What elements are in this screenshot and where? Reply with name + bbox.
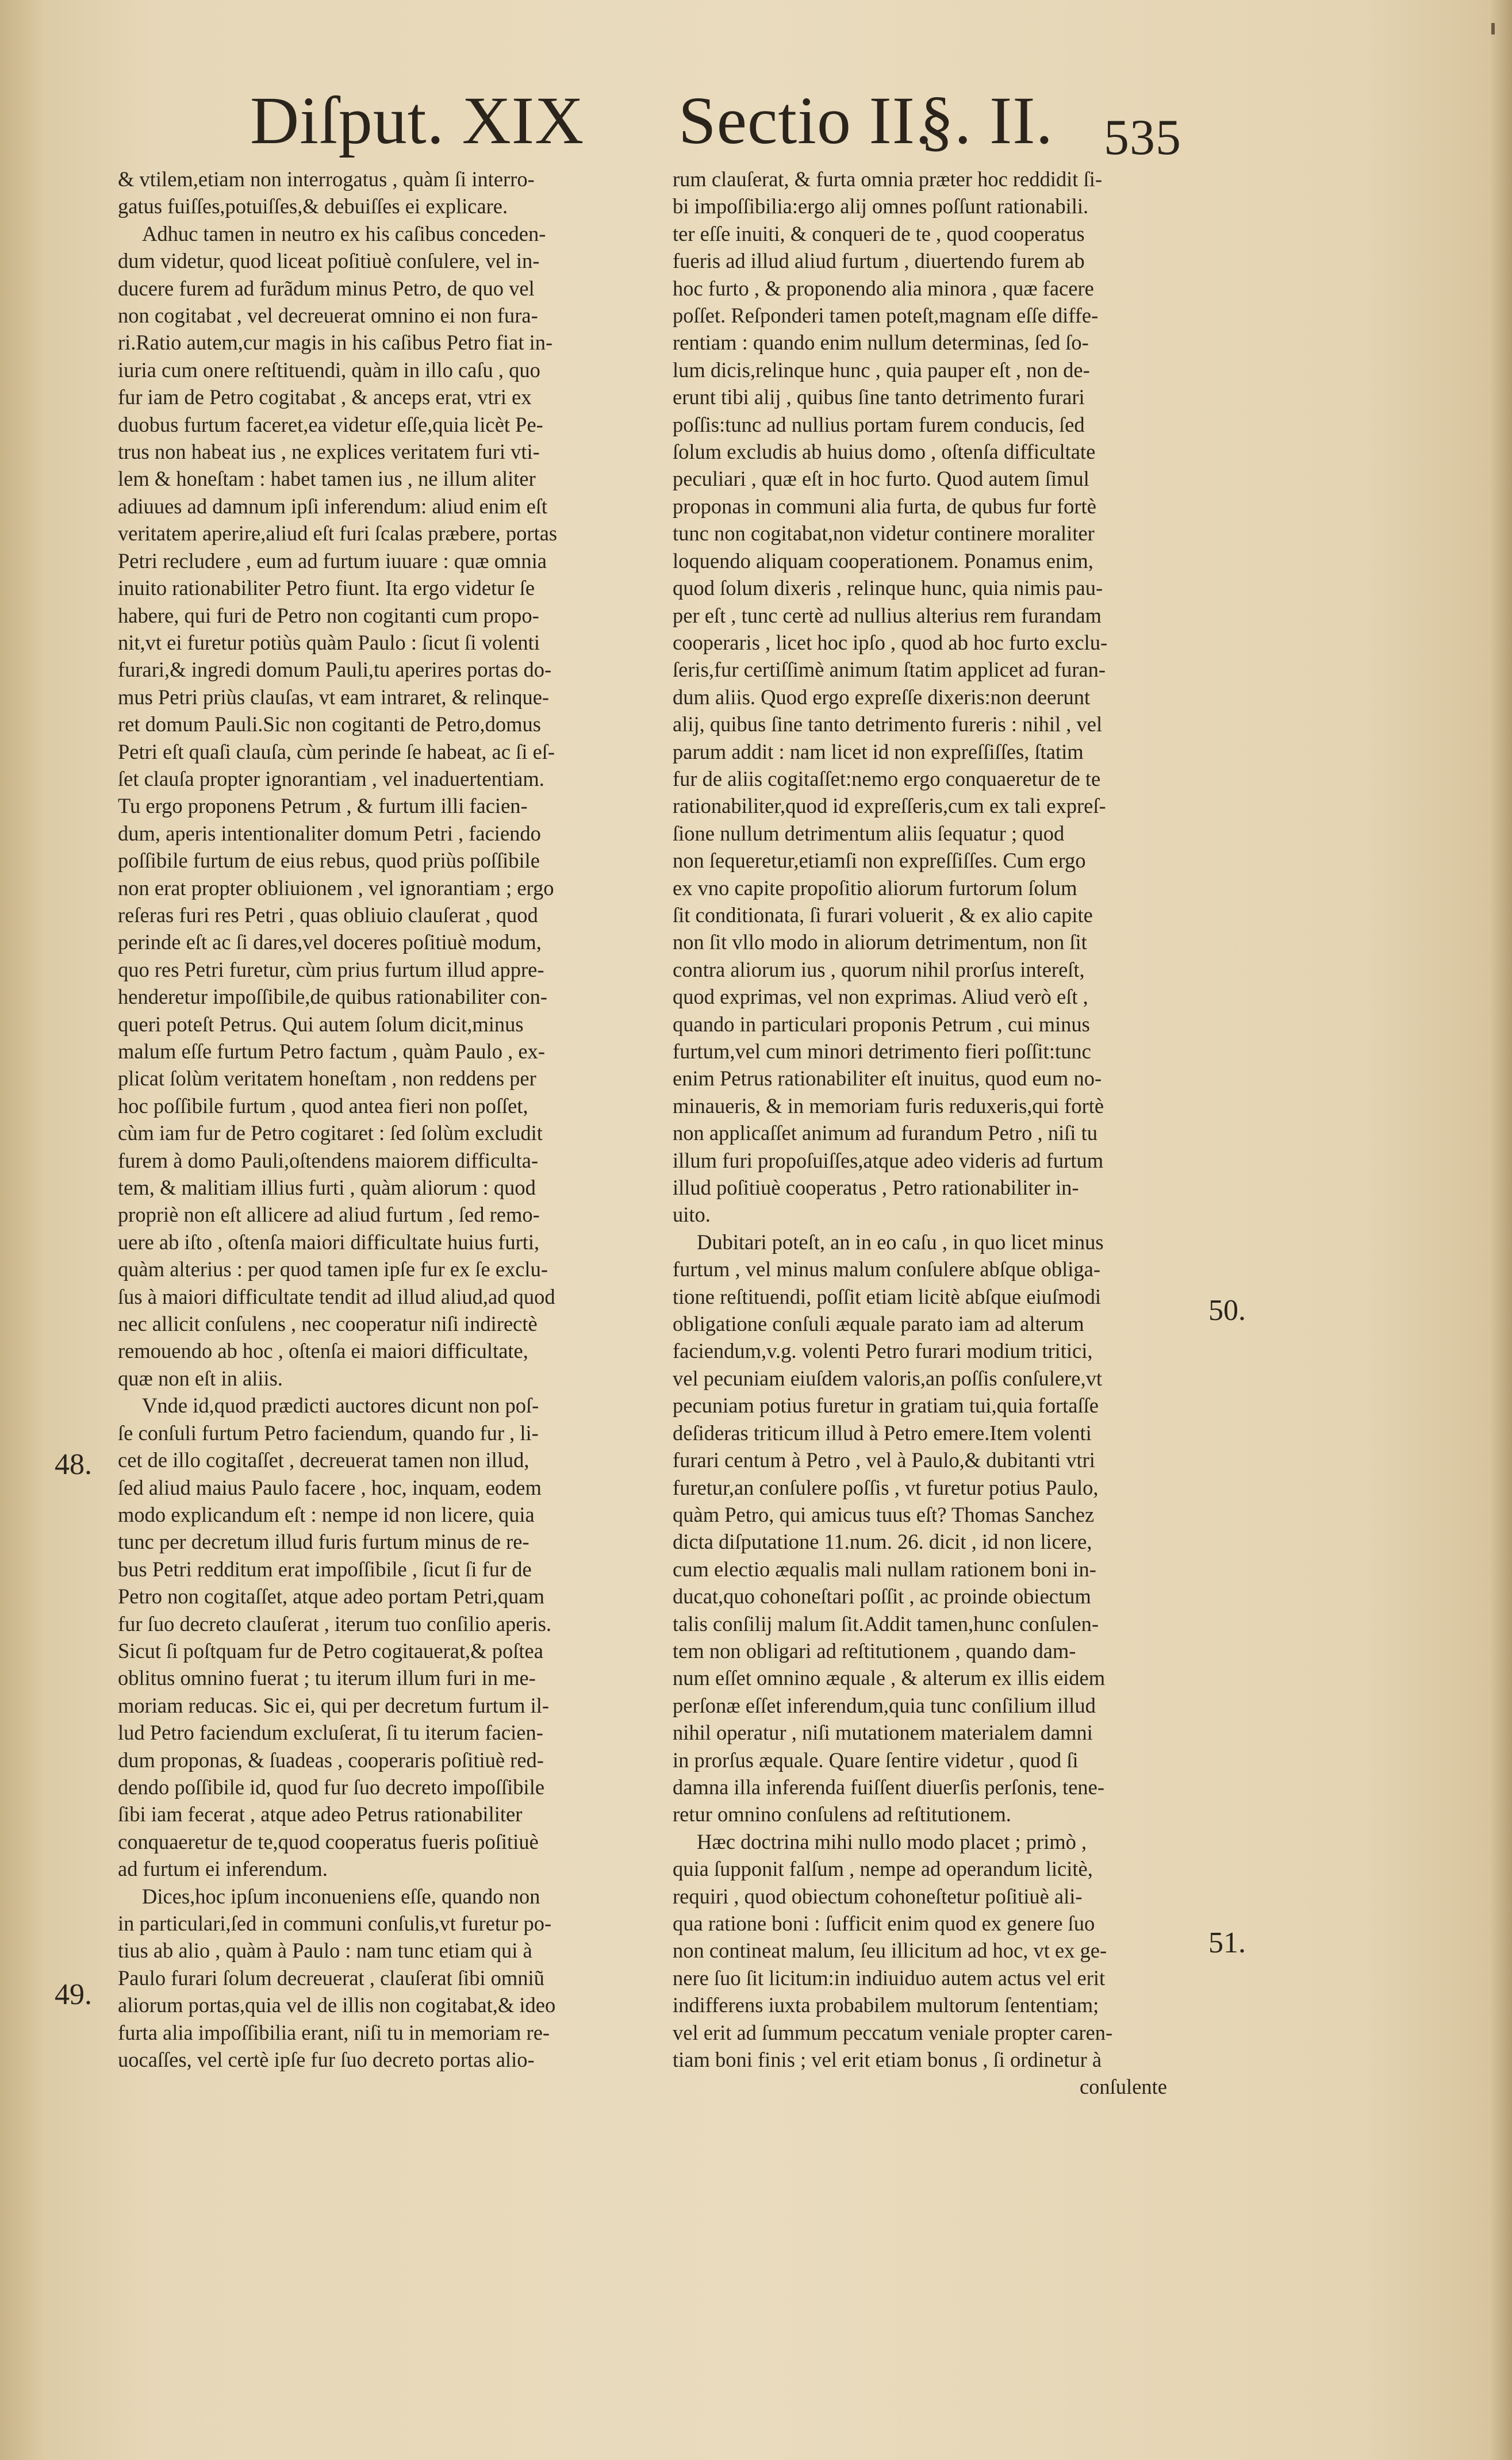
text-line: illum furi propoſuiſſes,atque adeo videris ad furtum	[673, 1148, 1104, 1172]
text-line: furem à domo Pauli,oſtendens maiorem difficulta-	[118, 1148, 539, 1172]
text-line: conquaeretur de te,quod cooperatus fueris poſitiuè	[118, 1829, 539, 1853]
left-text-column	[118, 166, 618, 2073]
text-line: in particulari,ſed in communi conſulis,vt furetur po-	[118, 1912, 552, 1935]
text-line: ſolum excludis ab huius domo , oſtenſa difficultate	[673, 440, 1096, 464]
text-line: trus non habeat ius , ne explices veritatem furi vti-	[118, 440, 540, 464]
text-line: gatus fuiſſes,potuiſſes,& debuiſſes ei explicare.	[118, 194, 508, 218]
text-line: cooperaris , licet hoc ipſo , quod ab hoc furto exclu-	[673, 630, 1108, 654]
text-line: quo res Petri furetur, cùm prius furtum illud appre-	[118, 957, 544, 981]
text-line: damna illa inferenda fuiſſent diuerſis perſonis, tene-	[673, 1775, 1105, 1799]
text-line: quæ non eſt in aliis.	[118, 1366, 283, 1390]
text-line: deſideras triticum illud à Petro emere.Item volenti	[673, 1421, 1092, 1445]
text-line: hoc poſſibile furtum , quod antea fieri non poſſet,	[118, 1093, 528, 1118]
text-line: parum addit : nam licet id non expreſſiſſes, ſtatim	[673, 739, 1084, 763]
text-line: uere ab iſto , oſtenſa maiori difficultate huius furti,	[118, 1230, 540, 1254]
text-line: adiuues ad damnum ipſi inferendum: aliud enim eſt	[118, 494, 548, 518]
text-line: non ſequeretur,etiamſi non expreſſiſſes. Cum ergo	[673, 849, 1086, 873]
text-line: non contineat malum, ſeu illicitum ad hoc, vt ex ge-	[673, 1939, 1107, 1963]
text-line: furari centum à Petro , vel à Paulo,& dubitanti vtri	[673, 1448, 1095, 1472]
text-line: iuria cum onere reſtituendi, quàm in illo caſu , quo	[118, 358, 540, 382]
text-line: poſſis:tunc ad nullius portam furem conducis, ſed	[673, 412, 1085, 436]
text-line: hoc furto , & proponendo alia minora , quæ facere	[673, 276, 1094, 300]
text-line: aliorum portas,quia vel de illis non cogitabat,& ideo	[118, 1993, 556, 2017]
text-line: quod exprimas, vel non exprimas. Aliud verò eſt ,	[673, 985, 1088, 1009]
text-line: Vnde id,quod prædicti auctores dicunt non poſ-	[142, 1394, 539, 1418]
text-line: ter eſſe inuiti, & conqueri de te , quod cooperatus	[673, 221, 1085, 245]
text-line: ſeris,fur certiſſimè animum ſtatim applicet ad furan-	[673, 658, 1106, 682]
text-line: talis conſilij malum ſit.Addit tamen,hunc conſulen-	[673, 1611, 1099, 1636]
text-line: uito.	[673, 1203, 711, 1227]
text-line: henderetur impoſſibile,de quibus rationabiliter con-	[118, 985, 548, 1009]
text-line: ducere furem ad furãdum minus Petro, de quo vel	[118, 276, 535, 300]
text-line: dum videtur, quod liceat poſitiuè conſulere, vel in-	[118, 249, 540, 273]
text-line: quàm Petro, qui amicus tuus eſt? Thomas Sanchez	[673, 1502, 1095, 1526]
text-line: proponas in communi alia furta, de qubus fur fortè	[673, 494, 1096, 518]
text-line: rum clauſerat, & furta omnia præter hoc reddidit ſi-	[673, 167, 1102, 191]
text-line: dum, aperis intentionaliter domum Petri , faciendo	[118, 821, 541, 845]
text-line: dicta diſputatione 11.num. 26. dicit , id non licere,	[673, 1530, 1092, 1554]
text-line: tiam boni finis ; vel erit etiam bonus , ſi ordinetur à	[673, 2048, 1102, 2072]
text-line: propriè non eſt allicere ad aliud furtum , ſed remo-	[118, 1203, 540, 1227]
margin-number-49: 49.	[55, 1978, 92, 2011]
running-head-disputation: Diſput. XIX	[250, 83, 585, 158]
text-line: ad furtum ei inferendum.	[118, 1857, 328, 1881]
text-line: furta alia impoſſibilia erant, niſi tu in memoriam re-	[118, 2020, 550, 2044]
text-line: mus Petri priùs clauſas, vt eam intraret, & relinque-	[118, 685, 550, 709]
text-line: uocaſſes, vel certè ipſe fur ſuo decreto portas alio-	[118, 2048, 535, 2072]
text-line: qua ratione boni : ſufficit enim quod ex genere ſuo	[673, 1912, 1095, 1935]
right-text-column	[673, 166, 1173, 2101]
text-line: ducat,quo cohoneſtari poſſit , ac proinde obiectum	[673, 1584, 1091, 1609]
running-head-paragraph-mark: §. II.	[920, 83, 1054, 158]
text-line: per eſt , tunc certè ad nullius alterius rem furandam	[673, 603, 1102, 627]
text-line: lem & honeſtam : habet tamen ius , ne illum aliter	[118, 467, 536, 491]
text-line: cet de illo cogitaſſet , decreuerat tamen non illud,	[118, 1448, 529, 1472]
text-line: ri.Ratio autem,cur magis in his caſibus Petro fiat in-	[118, 331, 553, 355]
text-line: loquendo aliquam cooperationem. Ponamus enim,	[673, 548, 1093, 573]
text-line: malum eſſe furtum Petro factum , quàm Paulo , ex-	[118, 1039, 545, 1063]
text-line: fueris ad illud aliud furtum , diuertendo furem ab	[673, 249, 1085, 273]
text-line: tunc non cogitabat,non videtur continere moraliter	[673, 521, 1095, 546]
text-line: retur omnino conſulens ad reſtitutionem.	[673, 1802, 1011, 1826]
text-line: tem non obligari ad reſtitutionem , quando dam-	[673, 1638, 1076, 1663]
text-line: ſibi iam fecerat , atque adeo Petrus rationabiliter	[118, 1802, 523, 1826]
text-line: num eſſet omnino æquale , & alterum ex illis eidem	[673, 1666, 1106, 1690]
text-line: reſeras furi res Petri , quas obliuio clauſerat , quod	[118, 903, 538, 927]
text-line: indifferens iuxta probabilem multorum ſententiam;	[673, 1993, 1099, 2017]
text-line: perſonæ eſſet inferendum,quia tunc conſilium illud	[673, 1693, 1096, 1717]
text-line: requiri , quod obiectum cohoneſtetur poſitiuè ali-	[673, 1884, 1083, 1908]
text-line: Petri recludere , eum ad furtum iuuare : quæ omnia	[118, 548, 547, 573]
text-line: Petro non cogitaſſet, atque adeo portam Petri,quam	[118, 1584, 544, 1609]
text-line: dum proponas, & ſuadeas , cooperaris poſitiuè red-	[118, 1748, 544, 1772]
corner-mark	[1491, 23, 1495, 34]
text-line: bi impoſſibilia:ergo alij omnes poſſunt rationabili.	[673, 194, 1089, 218]
text-line: perinde eſt ac ſi dares,vel doceres poſitiuè modum,	[118, 930, 542, 954]
text-line: quia ſupponit falſum , nempe ad operandum licitè,	[673, 1857, 1093, 1881]
text-line: nit,vt ei furetur potiùs quàm Paulo : ſicut ſi volenti	[118, 630, 540, 654]
text-line: tunc per decretum illud furis furtum minus de re-	[118, 1530, 529, 1554]
text-line: non erat propter obliuionem , vel ignorantiam ; ergo	[118, 876, 554, 900]
text-line: furtum , vel minus malum conſulere abſque obliga-	[673, 1257, 1101, 1281]
text-line: contra aliorum ius , quorum nihil prorſus intereſt,	[673, 957, 1085, 981]
text-line: Dices,hoc ipſum inconueniens eſſe, quando non	[142, 1884, 540, 1908]
catchword: conſulente	[1079, 2075, 1167, 2099]
text-line: in prorſus æquale. Quare ſentire videtur , quod ſi	[673, 1748, 1079, 1772]
text-line: nere ſuo ſit licitum:in indiuiduo autem actus vel erit	[673, 1966, 1106, 1990]
text-line: alij, quibus ſine tanto detrimento fureris : nihil , vel	[673, 712, 1103, 736]
text-line: habere, qui furi de Petro non cogitanti cum propo-	[118, 603, 539, 627]
page-edge-shadow	[1489, 0, 1512, 2460]
text-line: bus Petri redditum erat impoſſibile , ſicut ſi fur de	[118, 1557, 532, 1581]
text-line: moriam reducas. Sic ei, qui per decretum furtum il-	[118, 1693, 550, 1717]
text-line: lum dicis,relinque hunc , quia pauper eſt , non de-	[673, 358, 1090, 382]
text-line: oblitus omnino fuerat ; tu iterum illum furi in me-	[118, 1666, 536, 1690]
text-line: faciendum,v.g. volenti Petro furari modium tritici,	[673, 1339, 1093, 1363]
text-line: inuito rationabiliter Petro fiunt. Ita ergo videtur ſe	[118, 576, 535, 600]
text-line: non cogitabat , vel decreuerat omnino ei non fura-	[118, 304, 538, 328]
text-line: nec allicit conſulens , nec cooperatur niſi indirectè	[118, 1312, 538, 1336]
text-line: minaueris, & in memoriam furis reduxeris,qui fortè	[673, 1093, 1104, 1118]
text-line: poſſet. Reſponderi tamen poteſt,magnam eſſe diffe-	[673, 304, 1099, 328]
text-line: ſit conditionata, ſi furari voluerit , & ex alio capite	[673, 903, 1093, 927]
text-line: Adhuc tamen in neutro ex his caſibus conceden-	[142, 221, 546, 245]
text-line: non applicaſſet animum ad furandum Petro , niſi tu	[673, 1121, 1097, 1145]
text-line: cum electio æqualis mali nullam rationem boni in-	[673, 1557, 1096, 1581]
text-line: furtum,vel cum minori detrimento fieri poſſit:tunc	[673, 1039, 1091, 1063]
running-head-section: Sectio II.	[678, 83, 933, 158]
page-number: 535	[1104, 110, 1181, 166]
text-line: fur ſuo decreto clauſerat , iterum tuo conſilio aperis.	[118, 1611, 552, 1636]
text-line: Petri eſt quaſi clauſa, cùm perinde ſe habeat, ac ſi eſ-	[118, 739, 555, 763]
text-line: ex vno capite propoſitio aliorum furtorum ſolum	[673, 876, 1077, 900]
text-line: ſione nullum detrimentum aliis ſequatur ; quod	[673, 821, 1065, 845]
text-line: illud poſitiuè cooperatus , Petro rationabiliter in-	[673, 1176, 1079, 1200]
text-line: tem, & malitiam illius furti , quàm aliorum : quod	[118, 1176, 536, 1200]
text-line: quàm alterius : per quod tamen ipſe fur ex ſe exclu-	[118, 1257, 548, 1281]
text-line: pecuniam potius furetur in gratiam tui,quia fortaſſe	[673, 1394, 1099, 1418]
margin-number-50: 50.	[1208, 1294, 1246, 1327]
text-line: poſſibile furtum de eius rebus, quod priùs poſſibile	[118, 849, 540, 873]
text-line: quod ſolum dixeris , relinque hunc, quia nimis pau-	[673, 576, 1103, 600]
text-line: ſet clauſa propter ignorantiam , vel inaduertentiam.	[118, 766, 544, 790]
text-line: plicat ſolùm veritatem honeſtam , non reddens per	[118, 1066, 536, 1091]
margin-number-51: 51.	[1208, 1926, 1246, 1959]
text-line: enim Petrus rationabiliter eſt inuitus, quod eum no-	[673, 1066, 1102, 1091]
text-line: quando in particulari proponis Petrum , cui minus	[673, 1012, 1090, 1036]
text-line: rentiam : quando enim nullum determinas, ſed ſo-	[673, 331, 1089, 355]
text-line: obligatione conſuli æquale parato iam ad alterum	[673, 1312, 1084, 1336]
text-line: dum aliis. Quod ergo expreſſe dixeris:non deerunt	[673, 685, 1091, 709]
text-line: tius ab alio , quàm à Paulo : nam tunc etiam qui à	[118, 1939, 532, 1963]
text-line: modo explicandum eſt : nempe id non licere, quia	[118, 1502, 535, 1526]
text-line: Tu ergo proponens Petrum , & furtum illi facien-	[118, 794, 528, 818]
text-line: lud Petro faciendum excluſerat, ſi tu iterum facien-	[118, 1721, 543, 1745]
text-line: nihil operatur , niſi mutationem materialem damni	[673, 1721, 1093, 1745]
text-line: dendo poſſibile id, quod fur ſuo decreto impoſſibile	[118, 1775, 545, 1799]
text-line: vel pecuniam eiuſdem valoris,an poſſis conſulere,vt	[673, 1366, 1103, 1390]
text-line: ſe conſuli furtum Petro faciendum, quando fur , li-	[118, 1421, 539, 1445]
text-line: peculiari , quæ eſt in hoc furto. Quod autem ſimul	[673, 467, 1089, 491]
text-line: tione reſtituendi, poſſit etiam licitè abſque eiuſmodi	[673, 1284, 1102, 1308]
text-line: ſus à maiori difficultate tendit ad illud aliud,ad quod	[118, 1284, 555, 1308]
text-line: furetur,an conſulere poſſis , vt furetur potius Paulo,	[673, 1475, 1099, 1499]
text-line: queri poteſt Petrus. Qui autem ſolum dicit,minus	[118, 1012, 524, 1036]
text-line: Dubitari poteſt, an in eo caſu , in quo licet minus	[697, 1230, 1104, 1254]
text-line: Hæc doctrina mihi nullo modo placet ; primò ,	[697, 1829, 1087, 1853]
text-line: Sicut ſi poſtquam fur de Petro cogitauerat,& poſtea	[118, 1638, 543, 1663]
text-line: ret domum Pauli.Sic non cogitanti de Petro,domus	[118, 712, 542, 736]
text-line: duobus furtum faceret,ea videtur eſſe,quia licèt Pe-	[118, 412, 543, 436]
text-line: fur de aliis cogitaſſet:nemo ergo conquaeretur de te	[673, 766, 1101, 790]
text-line: remouendo ab hoc , oſtenſa ei maiori difficultate,	[118, 1339, 528, 1363]
text-line: ſed aliud maius Paulo facere , hoc, inquam, eodem	[118, 1475, 542, 1499]
text-line: veritatem aperire,aliud eſt furi ſcalas præbere, portas	[118, 521, 558, 546]
text-line: rationabiliter,quod id expreſſeris,cum ex tali expreſ-	[673, 794, 1106, 818]
text-line: vel erit ad ſummum peccatum veniale propter caren-	[673, 2020, 1113, 2044]
text-line: furari,& ingredi domum Pauli,tu aperires portas do-	[118, 658, 552, 682]
text-line: erunt tibi alij , quibus ſine tanto detrimento furari	[673, 385, 1085, 409]
text-line: cùm iam fur de Petro cogitaret : ſed ſolùm excludit	[118, 1121, 543, 1145]
text-line: fur iam de Petro cogitabat , & anceps erat, vtri ex	[118, 385, 532, 409]
text-line: & vtilem,etiam non interrogatus , quàm ſi interro-	[118, 167, 535, 191]
text-line: non ſit vllo modo in aliorum detrimentum, non ſit	[673, 930, 1087, 954]
text-line: Paulo furari ſolum decreuerat , clauſerat ſibi omniũ	[118, 1966, 544, 1990]
margin-number-48: 48.	[55, 1448, 92, 1481]
